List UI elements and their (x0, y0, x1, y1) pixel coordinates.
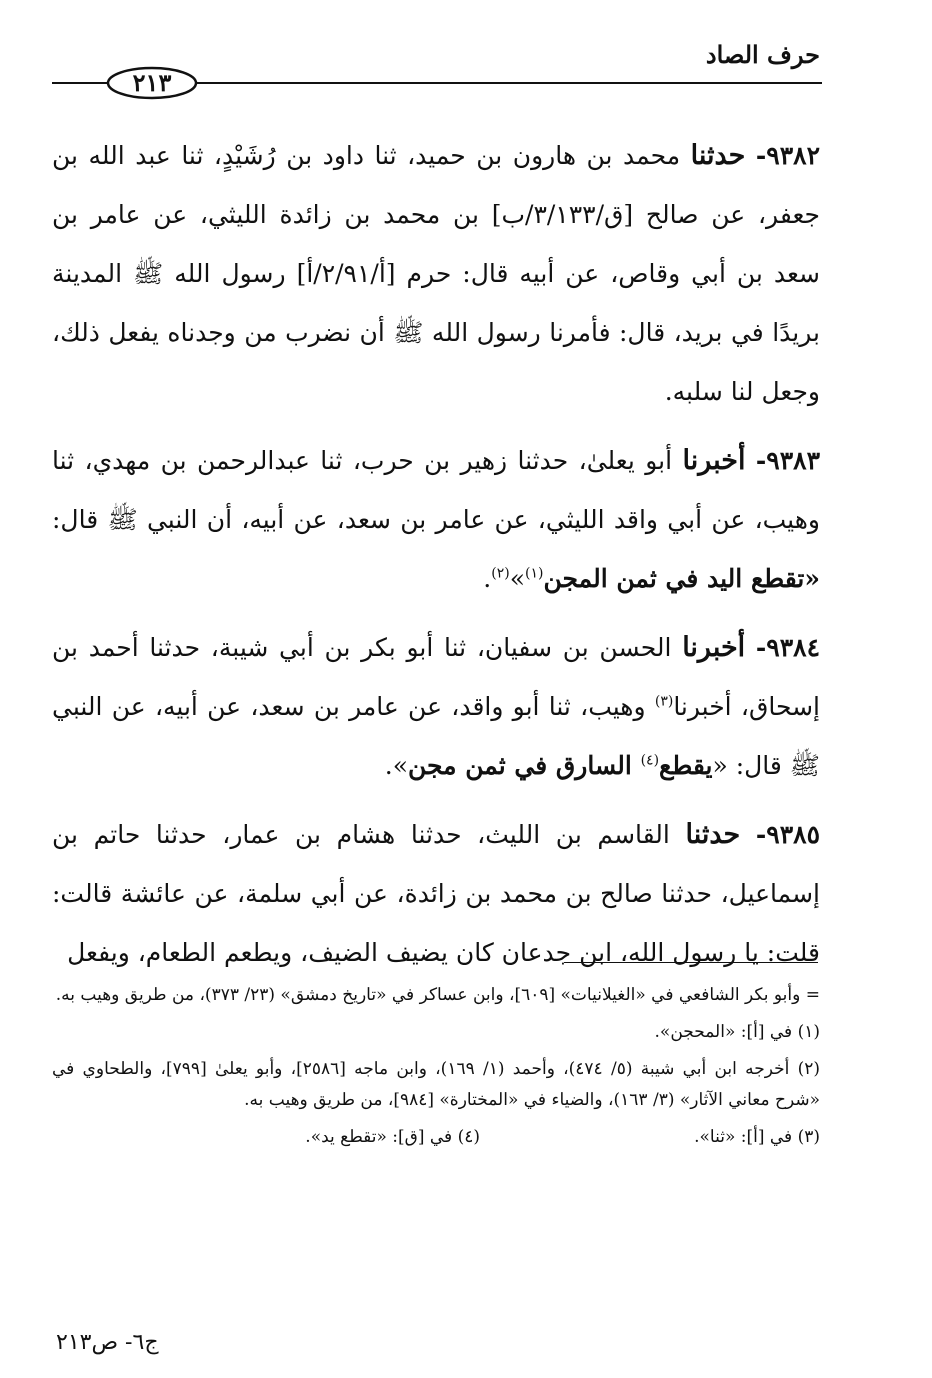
hadith-verb: حدثنا (690, 140, 746, 171)
hadith-number: ٩٣٨٢- (755, 141, 821, 170)
hadith-9385 (52, 805, 820, 982)
page-number: ٢١٣ (132, 67, 172, 97)
footnotes (52, 980, 820, 1153)
hadith-verb: أخبرنا (682, 445, 746, 476)
hadith-text: محمد بن هارون بن حميد، ثنا داود بن رُشَيْدٍ، ثنا عبد الله بن جعفر، عن صالح [ق/٣/١٣٣/ب] بن محمد بن زائدة الليثي، عن عامر بن سعد بن أبي وقاص، عن أبيه قال: حرم [أ/٢/٩١/أ] رسول الله ﷺ المدينة بريدًا في بريد، قال: فأمرنا رسول الله ﷺ أن نضرب من وجدناه يفعل ذلك، وجعل لنا سلبه. (52, 141, 820, 406)
volume-page-ref: ج٦- ص٢١٣ (56, 1330, 159, 1355)
sentence-end: . (483, 564, 492, 593)
hadith-quote: يقطع (659, 751, 713, 780)
footnote-row (52, 1122, 820, 1153)
hadith-text: القاسم بن الليث، حدثنا هشام بن عمار، حدثنا حاتم بن إسماعيل، حدثنا صالح بن محمد بن زائدة، عن أبي سلمة، عن عائشة قالت: قلت: يا رسول الله، ابن جدعان كان يضيف الضيف، ويطعم الطعام، ويفعل (52, 820, 820, 967)
hadith-9383 (52, 431, 820, 608)
hadith-number: ٩٣٨٥- (755, 820, 820, 849)
hadith-verb: حدثنا (685, 819, 741, 850)
footnote-4: (٤) في [ق]: «تقطع يد». (305, 1127, 480, 1147)
footnote-ref-2[interactable]: (٢) (491, 565, 510, 582)
hadith-number: ٩٣٨٤- (755, 633, 820, 662)
hadith-quote: «تقطع اليد في ثمن المجن (543, 564, 820, 593)
footnote-1: (١) في [أ]: «المحجن». (654, 1022, 820, 1042)
footnote-continuation: = وأبو بكر الشافعي في «الغيلانيات» [٦٠٩]، وابن عساكر في «تاريخ دمشق» (٢٣/ ٣٧٣)، من طريق وهيب به. (55, 985, 820, 1005)
hadith-verb: أخبرنا (682, 632, 746, 663)
chapter-title: حرف الصاد (705, 40, 820, 69)
hadith-9382 (52, 126, 820, 421)
footnote-3: (٣) في [أ]: «ثنا». (694, 1127, 820, 1147)
footnote-ref-4[interactable]: (٤) (640, 752, 660, 769)
quote-close: » (509, 564, 526, 593)
hadith-9384 (52, 618, 820, 795)
hadith-text-cont: وهيب، ثنا أبو واقد، عن عامر بن سعد، عن أبيه، عن النبي ﷺ قال: « (52, 692, 820, 780)
hadith-quote-cont: السارق في ثمن مجن (408, 751, 641, 780)
sentence-end: ». (384, 751, 408, 780)
footnote-ref-3[interactable]: (٣) (654, 693, 674, 710)
hadith-text: الحسن بن سفيان، ثنا أبو بكر بن أبي شيبة، حدثنا أحمد بن إسحاق، أخبرنا (52, 633, 821, 721)
hadith-text: أبو يعلىٰ، حدثنا زهير بن حرب، ثنا عبدالرحمن بن مهدي، ثنا وهيب، عن أبي واقد الليثي، عن عامر بن سعد، عن أبيه، أن النبي ﷺ قال: (52, 446, 820, 534)
footnote-2: (٢) أخرجه ابن أبي شيبة (٥/ ٤٧٤)، وأحمد (١/ ١٦٩)، وابن ماجه [٢٥٨٦]، وأبو يعلىٰ [٧٩٩]، والطحاوي في «شرح معاني الآثار» (٣/ ١٦٣)، والضياء في «المختارة» [٩٨٤]، من طريق وهيب به. (52, 1059, 821, 1110)
footnote-divider (564, 962, 818, 963)
main-text (52, 126, 820, 992)
hadith-number: ٩٣٨٣- (755, 446, 820, 475)
footnote-ref-1[interactable]: (١) (525, 565, 544, 582)
